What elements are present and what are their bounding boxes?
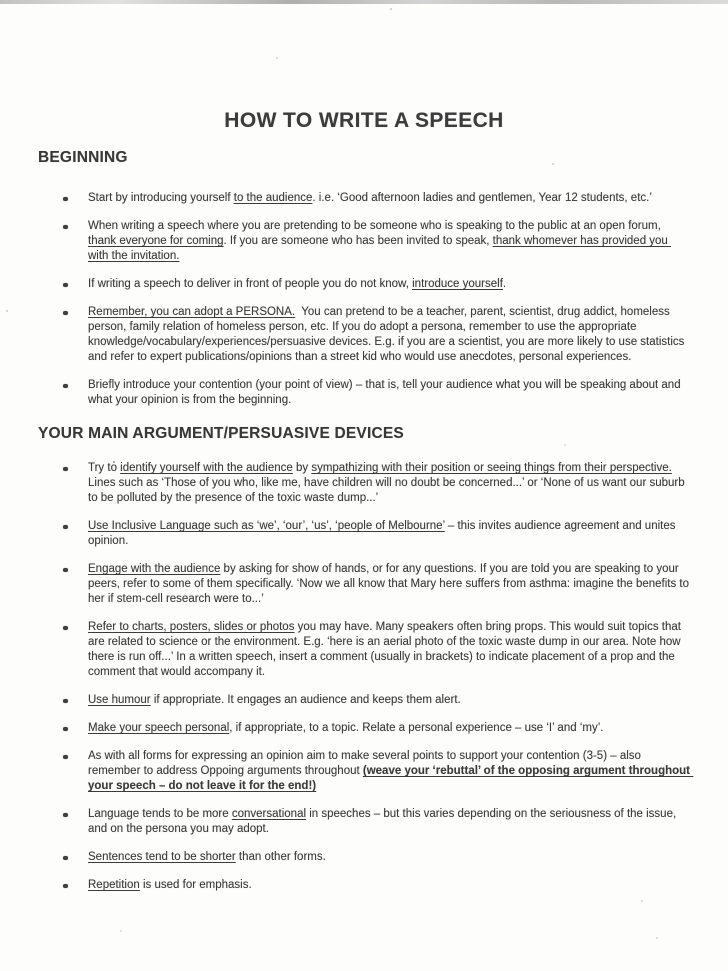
bullet-text: Briefly introduce your contention (your point of view) – that is, tell your audience what you will be speaking about and what your opinion is from the beginning. <box>88 379 684 406</box>
bullet-marker-icon <box>38 219 88 264</box>
bullet-item <box>38 620 690 680</box>
bullet-item <box>38 378 690 408</box>
bullet-marker-icon <box>38 749 88 794</box>
bullet-marker-icon <box>38 277 88 292</box>
bullet-text: Try to identify yourself with the audience by sympathizing with their position or seeing things from their perspective. Lines such as ‘Those of you who, like me, have children will no doubt be concerned...’ or ‘None of us want our suburb to be polluted by the presence of the toxic waste dump...’ <box>88 462 688 504</box>
bullet-text: Repetition is used for emphasis. <box>88 879 252 891</box>
bullet-marker-icon <box>38 721 88 736</box>
bullet-item <box>38 461 690 506</box>
bullet-text: Remember, you can adopt a PERSONA. You can pretend to be a teacher, parent, scientist, drug addict, homeless person, family relation of homeless person, etc. If you do adopt a persona, remember to use the appropriate knowledge/vocabulary/experiences/persuasive devices. E.g. if you are a scientist, you are more likely to use statistics and refer to expert publications/opinions than a street kid who would use anecdotes, personal experiences. <box>88 306 688 363</box>
bullet-marker-icon <box>38 620 88 680</box>
bullet-item <box>38 850 690 865</box>
bullet-item <box>38 878 690 893</box>
bullet-list <box>38 461 694 893</box>
bullet-text: Language tends to be more conversational in speeches – but this varies depending on the seriousness of the issue, and on the persona you may adopt. <box>88 808 680 835</box>
bullet-item <box>38 721 690 736</box>
bullet-item <box>38 519 690 549</box>
bullet-text: Engage with the audience by asking for show of hands, or for any questions. If you are told you are speaking to your peers, refer to some of them specifically. ‘Now we all know that Mary here suffers from asthma: imagine the benefits to her if stem-cell research were to...’ <box>88 563 693 605</box>
bullet-item <box>38 305 690 365</box>
section-heading: YOUR MAIN ARGUMENT/PERSUASIVE DEVICES <box>38 425 404 442</box>
bullet-marker-icon <box>38 461 88 506</box>
scanner-edge-artifact <box>0 0 728 4</box>
section-heading: BEGINNING <box>38 149 128 166</box>
page-title: HOW TO WRITE A SPEECH <box>224 109 504 132</box>
bullet-item <box>38 219 690 264</box>
bullet-text: Start by introducing yourself to the audience. i.e. ‘Good afternoon ladies and gentlemen, Year 12 students, etc.’ <box>88 192 652 204</box>
bullet-text: Sentences tend to be shorter than other forms. <box>88 851 326 863</box>
bullet-item <box>38 807 690 837</box>
bullet-marker-icon <box>38 378 88 408</box>
bullet-text: Refer to charts, posters, slides or photos you may have. Many speakers often bring props. This would suit topics that are related to science or the environment. E.g. ‘here is an aerial photo of the toxic waste dump in our area. Note how there is run off...’ In a written speech, insert a comment (usually in brackets) to indicate placement of a prop and the comment that would accompany it. <box>88 621 685 678</box>
bullet-marker-icon <box>38 850 88 865</box>
bullet-text: Use Inclusive Language such as ‘we’, ‘our’, ‘us’, ‘people of Melbourne’ – this invites audience agreement and unites opinion. <box>88 520 679 547</box>
bullet-marker-icon <box>38 878 88 893</box>
scan-specks <box>0 0 2 2</box>
bullet-item <box>38 749 694 794</box>
bullet-item <box>38 693 690 708</box>
bullet-marker-icon <box>38 693 88 708</box>
bullet-marker-icon <box>38 562 88 607</box>
bullet-text: As with all forms for expressing an opinion aim to make several points to support your contention (3-5) – also remember to address Oppoing arguments throughout (weave your ‘rebuttal’ of the opposing argument throughout your speech – do not leave it for the end!) <box>88 750 694 792</box>
bullet-marker-icon <box>38 191 88 206</box>
bullet-item <box>38 562 693 607</box>
bullet-list <box>38 191 690 408</box>
sections-container <box>38 148 694 893</box>
bullet-text: Use humour if appropriate. It engages an audience and keeps them alert. <box>88 694 461 706</box>
bullet-item <box>38 191 690 206</box>
bullet-marker-icon <box>38 519 88 549</box>
bullet-marker-icon <box>38 305 88 365</box>
bullet-text: If writing a speech to deliver in front of people you do not know, introduce yourself. <box>88 278 507 290</box>
bullet-item <box>38 277 690 292</box>
bullet-text: Make your speech personal, if appropriate, to a topic. Relate a personal experience – use ‘I’ and ‘my’. <box>88 722 604 734</box>
bullet-marker-icon <box>38 807 88 837</box>
bullet-text: When writing a speech where you are pretending to be someone who is speaking to the public at an open forum, thank everyone for coming. If you are someone who has been invited to speak, thank whomever has provided you with the invitation. <box>88 220 672 262</box>
